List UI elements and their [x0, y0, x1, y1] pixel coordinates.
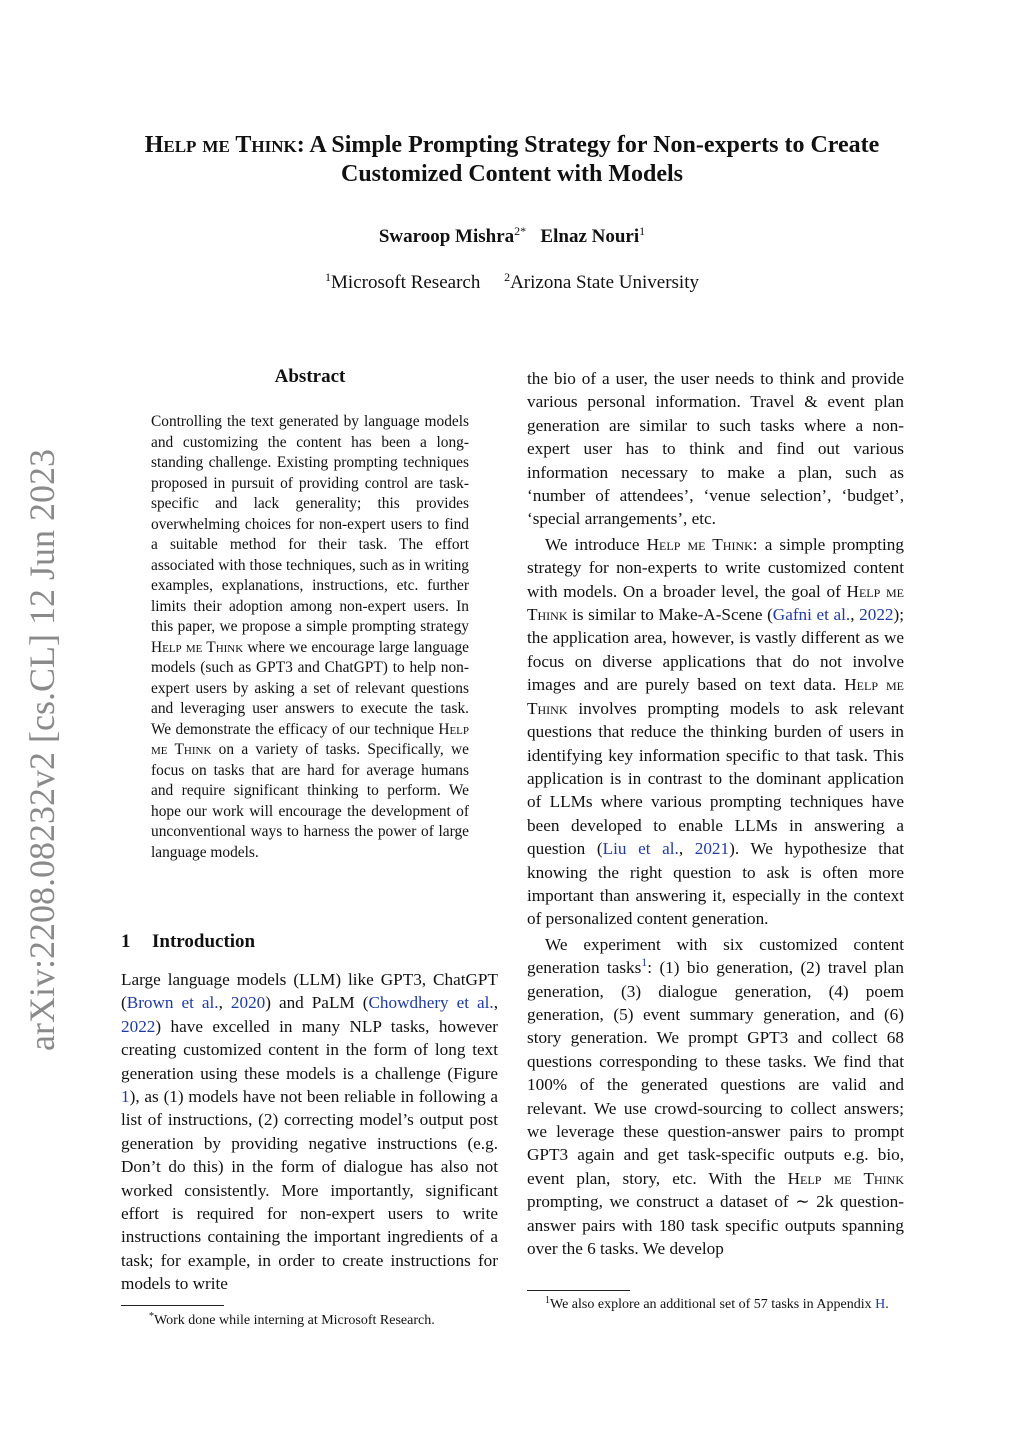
title-line2: Customized Content with Models	[341, 161, 683, 187]
method-name: Help me Think	[527, 581, 904, 625]
citation-link[interactable]: Liu et al.	[602, 839, 679, 859]
method-name: Help me Think	[151, 638, 244, 656]
body-paragraph	[527, 533, 904, 931]
footnote-text: .	[885, 1297, 889, 1312]
body-text: ,	[218, 993, 231, 1013]
section-heading-introduction	[121, 931, 255, 953]
author-name: Swaroop Mishra	[378, 226, 515, 247]
affiliation: Arizona State University	[510, 272, 699, 293]
affiliation-list	[0, 272, 1024, 294]
citation-link[interactable]: Brown et al.	[126, 993, 219, 1013]
footnote-rule	[121, 1305, 224, 1306]
body-text: : a simple prompting strategy for non-experts to write customized content with models. On a broader level, the goal of	[527, 534, 904, 601]
body-text: ). We hypothesize that knowing the right question to ask is often more important than answering it, especially in the context of personalized content generation.	[527, 839, 905, 929]
section-title: Introduction	[152, 931, 256, 952]
method-name: Help me Think	[527, 675, 904, 718]
footnote-mark: 1	[545, 1295, 550, 1306]
body-text: prompting, we construct a dataset of ∼ 2k question-answer pairs with 180 task specific outputs spanning over the 6 tasks. We develop	[527, 1192, 904, 1259]
body-text: Large language models (LLM) like GPT3, ChatGPT (	[121, 970, 498, 1013]
citation-link[interactable]: Gafni et al.	[772, 605, 851, 625]
body-text: We introduce	[545, 534, 647, 554]
body-text: ), as (1) models have not been reliable in following a list of instructions, (2) correcting model’s output post generation by providing negative instructions (e.g. Don’t do this) in the form of dialogue has also not worked consistently. More importantly, significant effort is required for non-expert users to write instructions containing the important ingredients of a task; for example, in order to create instructions for models to write	[121, 1087, 498, 1294]
paper-title	[100, 131, 924, 189]
method-name: Help me Think	[787, 1168, 904, 1188]
author-list	[0, 226, 1024, 248]
footnote-text: Work done while interning at Microsoft Research.	[154, 1313, 435, 1328]
title-method-name: Help me Think	[144, 132, 297, 158]
footnote-rule	[527, 1290, 630, 1291]
footnote-right	[527, 1295, 904, 1314]
title-rest: : A Simple Prompting Strategy for Non-experts to Create	[296, 132, 880, 158]
author-name: Elnaz Nouri	[540, 226, 640, 247]
footnote-link[interactable]: 1	[641, 955, 648, 970]
footnote-text: We also explore an additional set of 57 tasks in Appendix	[550, 1297, 876, 1312]
intro-paragraph	[121, 968, 498, 1296]
footnote-mark: *	[149, 1311, 154, 1322]
citation-link[interactable]: 2022	[121, 1016, 156, 1036]
author-affil-mark: 1	[639, 224, 646, 238]
section-number: 1	[121, 931, 131, 952]
abstract-heading: Abstract	[274, 366, 346, 387]
body-text: : (1) bio generation, (2) travel plan generation, (3) dialogue generation, (4) poem generation, (5) event summary generation, and (6) story generation. We prompt GPT3 and collect 68 questions corresponding to these tasks. We find that 100% of the generated questions are valid and relevant. We use crowd-sourcing to collect answers; we leverage these question-answer pairs to prompt GPT3 again and get task-specific outputs e.g. bio, event plan, story, etc. With the	[527, 958, 904, 1188]
body-text: involves prompting models to ask relevant questions that reduce the thinking burden of users in identifying key information specific to that task. This application is in contrast to the dominant application of LLMs where various prompting techniques have been developed to enable LLMs in answering a question (	[527, 698, 904, 859]
citation-link[interactable]: 2021	[694, 839, 730, 859]
footnote-left	[121, 1312, 498, 1330]
abstract-body	[151, 412, 469, 863]
abstract-text: Controlling the text generated by language models and customizing the content has been a long-standing challenge. Existing prompting techniques proposed in pursuit of providing control are task-specific and lack generality; this provides overwhelming choices for non-expert users to find a suitable method for their task. The effort associated with those techniques, such as in writing examples, explanations, instructions, etc. further limits their adoption among non-expert users. In this paper, we propose a simple prompting strategy	[151, 413, 469, 635]
body-text: is similar to Make-A-Scene (	[567, 605, 773, 625]
appendix-ref-link[interactable]: H	[875, 1297, 886, 1312]
affil-mark: 2	[504, 270, 511, 284]
abstract-text: on a variety of tasks. Specifically, we focus on tasks that are hard for average humans and require significant thinking to perform. We hope our work will encourage the development of unconventional ways to harness the power of large language models.	[151, 741, 469, 861]
arxiv-identifier: arXiv:2208.08232v2 [cs.CL] 12 Jun 2023	[22, 449, 62, 1051]
method-name: Help me Think	[151, 720, 469, 758]
body-text: ,	[850, 605, 860, 625]
citation-link[interactable]: Chowdhery et al.	[368, 993, 494, 1013]
citation-link[interactable]: 2022	[859, 605, 894, 625]
citation-link[interactable]: 2020	[230, 993, 266, 1013]
body-text: ,	[678, 839, 695, 859]
body-text: ) have excelled in many NLP tasks, however creating customized content in the form of long text generation using these models is a challenge (Figure	[121, 1016, 498, 1083]
body-text: ,	[493, 993, 498, 1013]
affiliation: Microsoft Research	[331, 272, 481, 293]
method-name: Help me Think	[646, 534, 753, 554]
body-text: ); the application area, however, is vastly different as we focus on diverse applications that do not involve images and are purely based on text data.	[527, 605, 904, 695]
figure-ref-link[interactable]: 1	[121, 1087, 130, 1107]
body-paragraph	[527, 933, 904, 1261]
right-column	[527, 367, 904, 1260]
body-text: ) and PaLM (	[265, 993, 369, 1013]
author-affil-mark: 2*	[514, 224, 527, 238]
body-paragraph: the bio of a user, the user needs to think and provide various personal information. Travel & event plan generation are similar to such tasks where a non-expert user has to think and find out various information necessary to make a plan, such as ‘number of attendees’, ‘venue selection’, ‘budget’, ‘special arrangements’, etc.	[527, 369, 904, 529]
body-text: We experiment with six customized content generation tasks	[527, 934, 904, 978]
affil-mark: 1	[325, 270, 332, 284]
abstract-text: where we encourage large language models (such as GPT3 and ChatGPT) to help non-expert users by asking a set of relevant questions and leveraging user answers to execute the task. We demonstrate the efficacy of our technique	[151, 638, 470, 738]
